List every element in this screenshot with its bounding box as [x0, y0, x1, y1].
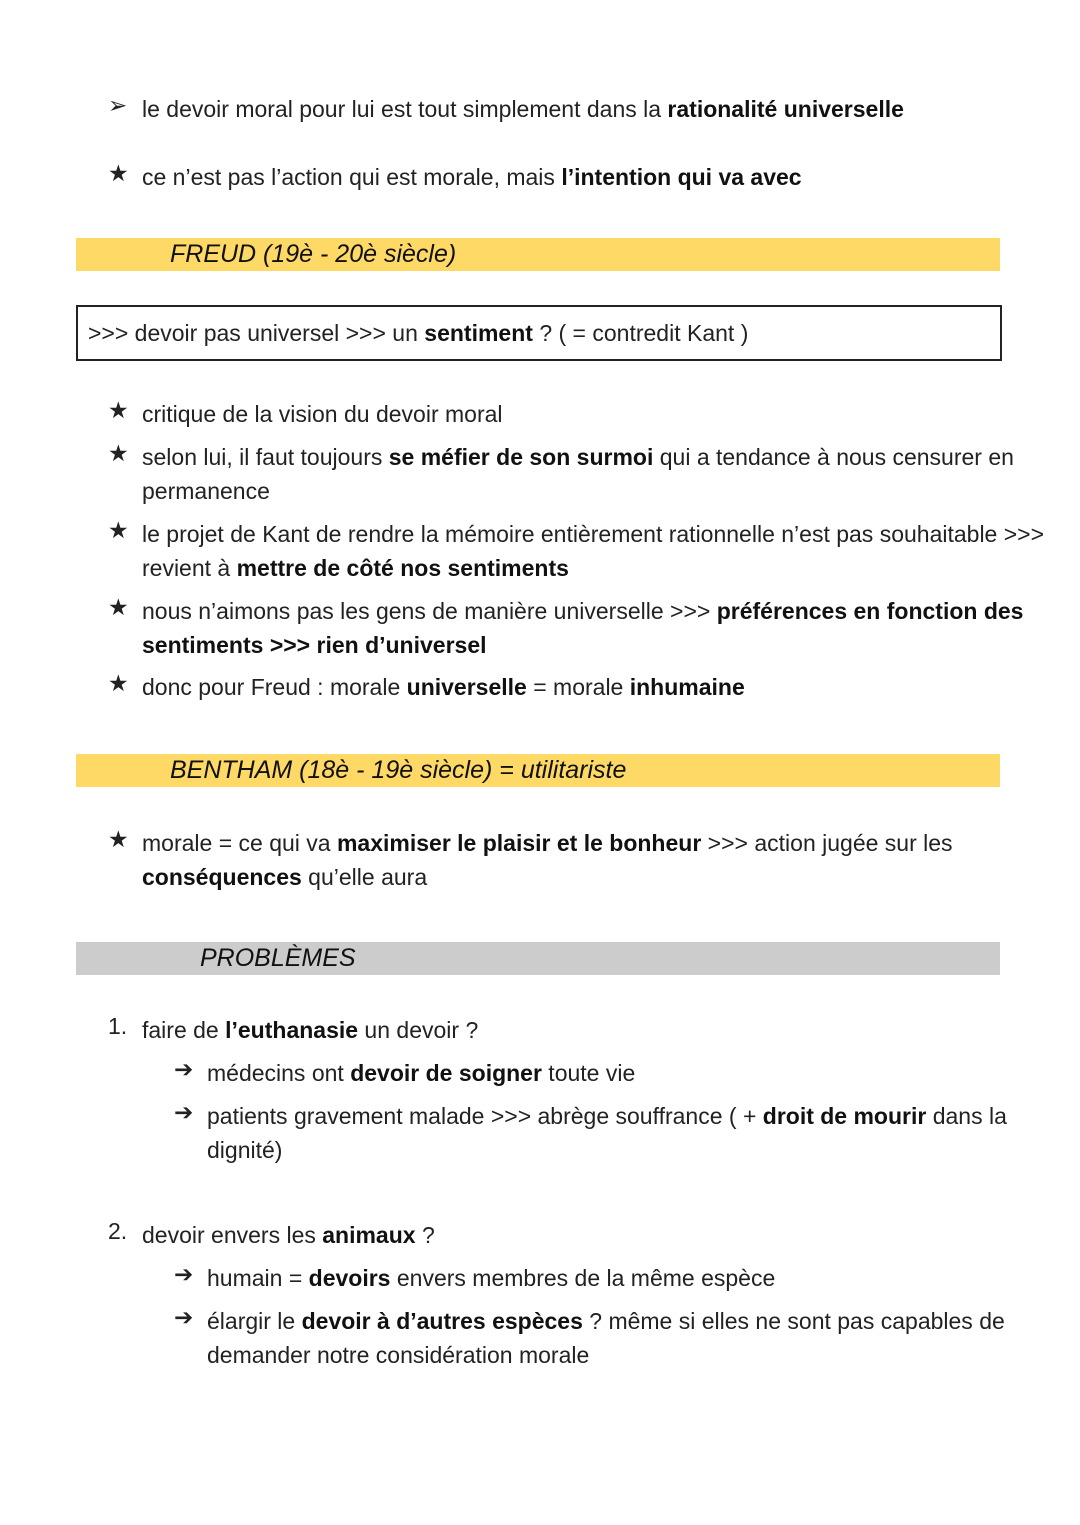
bold-text: l’intention qui va avec — [561, 164, 802, 190]
star-bullet-icon: ★ — [108, 397, 129, 423]
text: envers membres de la même espèce — [390, 1265, 776, 1291]
bentham-section-header — [76, 754, 1000, 787]
problemes-title: PROBLÈMES — [200, 944, 356, 972]
arrow-right-icon: ➔ — [174, 1261, 194, 1287]
text: dignité) — [207, 1137, 283, 1163]
freud-item-2 — [142, 440, 1014, 474]
bold-text: maximiser le plaisir et le bonheur — [336, 830, 702, 856]
problem-1-sub-2-cont — [207, 1133, 282, 1167]
list-number: 1. — [108, 1013, 128, 1039]
bold-text: universelle — [406, 674, 527, 700]
problemes-section-header — [76, 942, 1000, 975]
star-bullet-icon: ★ — [108, 517, 129, 543]
problem-2 — [142, 1218, 435, 1252]
text: morale = ce qui va — [142, 830, 337, 856]
text: toute vie — [541, 1060, 636, 1086]
freud-item-1 — [142, 397, 503, 431]
bentham-title: BENTHAM (18è - 19è siècle) = utilitariste — [170, 756, 627, 784]
text: ? même si elles ne sont pas capables de — [582, 1308, 1005, 1334]
freud-item-2-cont — [142, 474, 270, 508]
freud-item-3-cont — [142, 551, 569, 585]
text: médecins ont — [207, 1060, 351, 1086]
text: élargir le — [207, 1308, 302, 1334]
text: ? — [415, 1222, 435, 1248]
intention-line — [142, 160, 802, 194]
bold-text: se méfier de son surmoi — [388, 444, 654, 470]
text: devoir envers les — [142, 1222, 323, 1248]
problem-1-sub-1 — [207, 1056, 635, 1090]
bold-text: conséquences — [142, 864, 302, 890]
text: qu’elle aura — [301, 864, 428, 890]
text: dans la — [926, 1103, 1007, 1129]
freud-section-header — [76, 238, 1000, 271]
text: faire de — [142, 1017, 226, 1043]
freud-item-4-cont — [142, 628, 487, 662]
bold-text: l’euthanasie — [225, 1017, 359, 1043]
text: >>> devoir pas universel >>> un — [88, 320, 425, 346]
bold-text: rationalité universelle — [667, 96, 904, 122]
problem-1 — [142, 1013, 478, 1047]
bentham-item-cont — [142, 860, 427, 894]
freud-summary-text — [88, 316, 748, 350]
problem-2-sub-2-cont — [207, 1338, 589, 1372]
text: ce n’est pas l’action qui est morale, mais — [142, 164, 562, 190]
star-bullet-icon: ★ — [108, 670, 129, 696]
list-number: 2. — [108, 1218, 128, 1244]
text: selon lui, il faut toujours — [142, 444, 389, 470]
text: le projet de Kant de rendre la mémoire entièrement rationnelle n’est pas souhaitable >>> — [142, 521, 1045, 547]
arrow-right-icon: ➔ — [174, 1099, 194, 1125]
problem-2-sub-2 — [207, 1304, 1005, 1338]
kant-duty-line — [142, 92, 904, 126]
bold-text: préférences en fonction des — [716, 598, 1024, 624]
text: = morale — [526, 674, 630, 700]
text: un devoir ? — [358, 1017, 479, 1043]
text: humain = — [207, 1265, 309, 1291]
arrow-right-icon: ➔ — [174, 1304, 194, 1330]
text: revient à — [142, 555, 237, 581]
star-bullet-icon: ★ — [108, 594, 129, 620]
bold-text: devoir de soigner — [350, 1060, 542, 1086]
text: critique de la vision du devoir moral — [142, 401, 503, 427]
bold-text: sentiments >>> rien d’universel — [142, 632, 487, 658]
bentham-item — [142, 826, 953, 860]
text: demander notre considération morale — [207, 1342, 590, 1368]
freud-item-4 — [142, 594, 1023, 628]
text: qui a tendance à nous censurer en — [653, 444, 1014, 470]
bold-text: inhumaine — [629, 674, 745, 700]
freud-summary-box — [76, 305, 1002, 361]
arrowhead-bullet-icon: ➢ — [108, 92, 128, 118]
problem-1-sub-2 — [207, 1099, 1007, 1133]
star-bullet-icon: ★ — [108, 440, 129, 466]
text: permanence — [142, 478, 270, 504]
bold-text: devoir à d’autres espèces — [301, 1308, 583, 1334]
text: nous n’aimons pas les gens de manière universelle >>> — [142, 598, 717, 624]
arrow-right-icon: ➔ — [174, 1056, 194, 1082]
text: >>> action jugée sur les — [701, 830, 953, 856]
bold-text: animaux — [322, 1222, 416, 1248]
freud-item-3 — [142, 517, 1044, 551]
freud-item-5 — [142, 670, 745, 704]
bold-text: devoirs — [308, 1265, 391, 1291]
text: le devoir moral pour lui est tout simplement dans la — [142, 96, 668, 122]
text: patients gravement malade >>> abrège souffrance ( + — [207, 1103, 763, 1129]
text: ? ( = contredit Kant ) — [532, 320, 749, 346]
problem-2-sub-1 — [207, 1261, 775, 1295]
freud-title: FREUD (19è - 20è siècle) — [170, 240, 457, 268]
star-bullet-icon: ★ — [108, 826, 129, 852]
bold-text: mettre de côté nos sentiments — [236, 555, 569, 581]
text: donc pour Freud : morale — [142, 674, 407, 700]
bold-text: sentiment — [424, 320, 533, 346]
star-bullet-icon: ★ — [108, 160, 129, 186]
bold-text: droit de mourir — [762, 1103, 927, 1129]
